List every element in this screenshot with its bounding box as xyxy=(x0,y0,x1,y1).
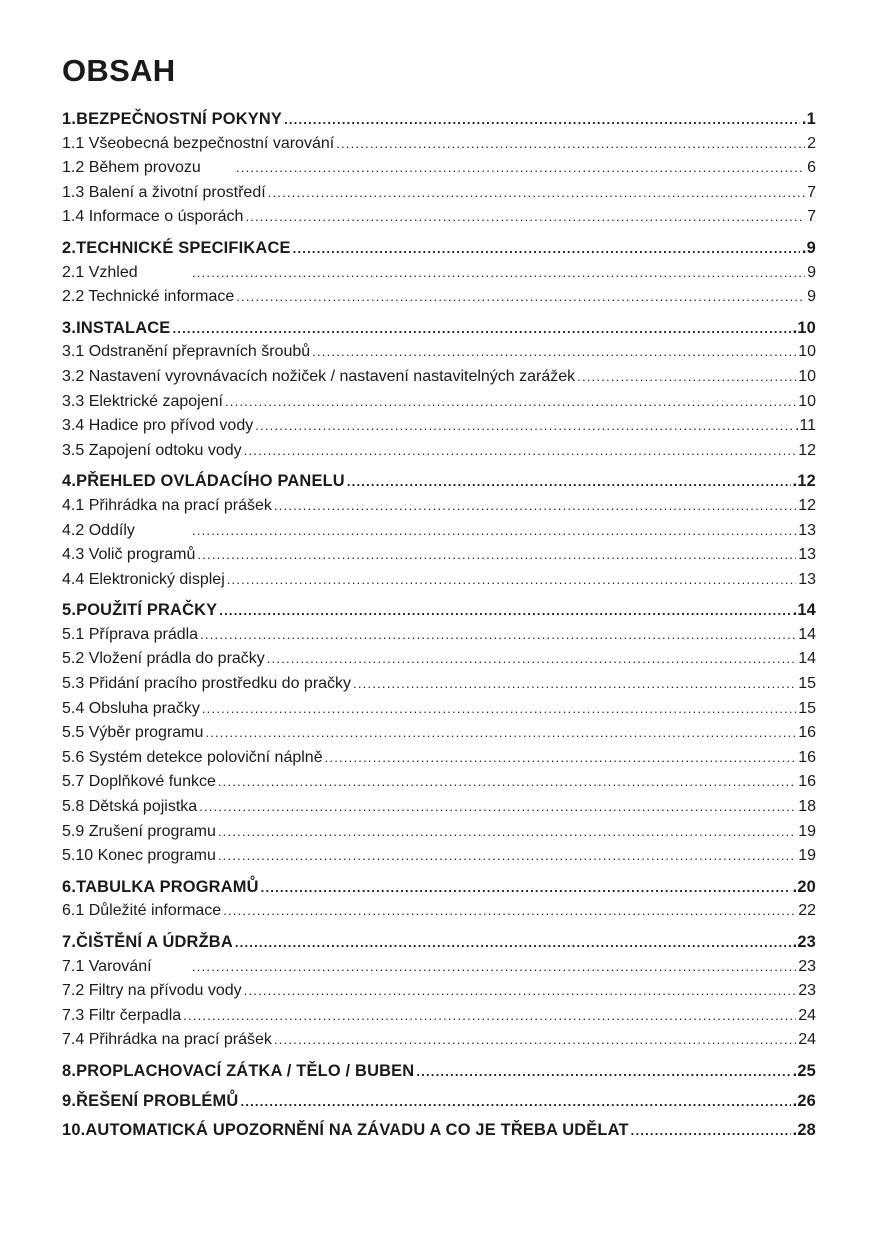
toc-heading[interactable] xyxy=(62,1089,816,1114)
leader-dots xyxy=(284,108,800,133)
leader-dots xyxy=(183,1004,796,1029)
leader-dots xyxy=(192,261,805,286)
toc-entry-title: 5.6 Systém detekce poloviční náplně xyxy=(62,748,323,766)
toc-page-number: 10 xyxy=(798,343,816,361)
toc-entry[interactable] xyxy=(62,414,816,439)
toc-page-number: .26 xyxy=(792,1091,816,1110)
toc-section xyxy=(62,1118,816,1143)
toc-heading-title: 8.PROPLACHOVACÍ ZÁTKA / TĚLO / BUBEN xyxy=(62,1061,415,1080)
toc-section xyxy=(62,469,816,592)
toc-entry-title: 5.7 Doplňkové funkce xyxy=(62,773,216,791)
toc-page-number: .28 xyxy=(792,1121,816,1140)
leader-dots xyxy=(261,876,791,901)
toc-entry-title: 5.4 Obsluha pračky xyxy=(62,699,200,717)
toc-entry-title: 5.1 Příprava prádla xyxy=(62,625,199,643)
toc-page-number: 13 xyxy=(798,570,816,588)
toc-page-number: .23 xyxy=(792,933,816,951)
leader-dots xyxy=(219,599,790,624)
toc-page-number: 16 xyxy=(798,773,816,791)
leader-dots xyxy=(218,820,796,845)
toc-entry-title: 5.2 Vložení prádla do pračky xyxy=(62,650,265,668)
leader-dots xyxy=(353,672,796,697)
leader-dots xyxy=(336,132,805,157)
toc-page-number: 23 xyxy=(798,982,816,1000)
leader-dots xyxy=(416,1060,790,1085)
toc-heading-title: 2.TECHNICKÉ SPECIFIKACE xyxy=(62,238,291,257)
toc-page-number: .25 xyxy=(792,1061,816,1080)
toc-page-number: .12 xyxy=(792,472,816,491)
toc-entry[interactable] xyxy=(62,390,816,415)
toc-page-number: .14 xyxy=(792,601,816,620)
toc-entry[interactable] xyxy=(62,519,816,544)
toc-entry-title: 3.5 Zapojení odtoku vody xyxy=(62,441,242,459)
toc-entry[interactable] xyxy=(62,721,816,746)
toc-entry-title: 4.3 Volič programů xyxy=(62,546,196,564)
toc-entry-title: 3.2 Nastavení vyrovnávacích nožiček / nastavení nastavitelných zarážek xyxy=(62,367,576,385)
toc-entry-title: 7.4 Přihrádka na prací prášek xyxy=(62,1031,272,1049)
leader-dots xyxy=(218,770,796,795)
toc-page-number: 15 xyxy=(798,699,816,717)
toc-heading-title: 10.AUTOMATICKÁ UPOZORNĚNÍ NA ZÁVADU A CO JE TŘEBA UDĚLAT xyxy=(62,1121,629,1140)
leader-dots xyxy=(192,955,796,980)
leader-dots xyxy=(631,1119,791,1144)
leader-dots xyxy=(235,931,791,956)
leader-dots xyxy=(240,1090,790,1115)
toc-heading[interactable] xyxy=(62,107,816,132)
page-title: OBSAH xyxy=(62,53,176,88)
toc-heading[interactable] xyxy=(62,875,816,900)
toc-heading[interactable] xyxy=(62,1118,816,1143)
toc-entry-title: 1.2 Během provozu xyxy=(62,159,201,177)
toc-entry[interactable] xyxy=(62,568,816,593)
toc-entry-title: 3.3 Elektrické zapojení xyxy=(62,392,223,410)
table-of-contents xyxy=(62,52,816,1148)
leader-dots xyxy=(267,647,796,672)
leader-dots xyxy=(218,844,796,869)
toc-entry[interactable] xyxy=(62,439,816,464)
toc-page-number: 19 xyxy=(798,822,816,840)
toc-section xyxy=(62,316,816,464)
toc-entry[interactable] xyxy=(62,697,816,722)
toc-section xyxy=(62,875,816,924)
toc-heading[interactable] xyxy=(62,316,816,341)
toc-entry-title: 7.1 Varování xyxy=(62,957,152,975)
toc-entry[interactable] xyxy=(62,1028,816,1053)
toc-entry[interactable] xyxy=(62,795,816,820)
toc-entry[interactable] xyxy=(62,623,816,648)
toc-entry-title: 4.2 Oddíly xyxy=(62,521,135,539)
toc-entry[interactable] xyxy=(62,181,816,206)
toc-entry-title: 7.3 Filtr čerpadla xyxy=(62,1006,182,1024)
toc-page-number: 22 xyxy=(798,902,816,920)
leader-dots xyxy=(192,519,796,544)
toc-entry-title: 2.1 Vzhled xyxy=(62,263,138,281)
toc-heading-title: 5.POUŽITÍ PRAČKY xyxy=(62,601,218,620)
toc-entry[interactable] xyxy=(62,285,816,310)
toc-entry-title: 5.5 Výběr programu xyxy=(62,724,204,742)
toc-entry[interactable] xyxy=(62,770,816,795)
toc-page-number: .20 xyxy=(792,877,816,896)
leader-dots xyxy=(245,205,805,230)
leader-dots xyxy=(244,979,797,1004)
toc-heading-title: 1.BEZPEČNOSTNÍ POKYNY xyxy=(62,110,283,128)
toc-heading-title: 4.PŘEHLED OVLÁDACÍHO PANELU xyxy=(62,472,345,491)
toc-section xyxy=(62,598,816,869)
leader-dots xyxy=(236,156,805,181)
leader-dots xyxy=(197,543,796,568)
toc-page-number: 2 xyxy=(807,134,816,152)
toc-page-number: 23 xyxy=(798,957,816,975)
toc-page-number: 24 xyxy=(798,1006,816,1024)
toc-page-number: .9 xyxy=(801,238,816,257)
toc-entry-title: 5.10 Konec programu xyxy=(62,847,216,865)
toc-page-number: 6 xyxy=(807,159,816,177)
leader-dots xyxy=(205,721,796,746)
leader-dots xyxy=(325,746,797,771)
toc-page-number: .11 xyxy=(794,417,816,435)
leader-dots xyxy=(577,365,796,390)
leader-dots xyxy=(202,697,796,722)
leader-dots xyxy=(274,1028,796,1053)
toc-page-number: 14 xyxy=(798,650,816,668)
toc-entry-title: 6.1 Důležité informace xyxy=(62,902,222,920)
toc-page-number: 7 xyxy=(807,208,816,226)
toc-heading-title: 9.ŘEŠENÍ PROBLÉMŮ xyxy=(62,1091,239,1110)
toc-entry[interactable] xyxy=(62,820,816,845)
toc-page-number: 10 xyxy=(798,392,816,410)
toc-entry-title: 1.4 Informace o úsporách xyxy=(62,208,244,226)
leader-dots xyxy=(200,623,796,648)
toc-entry[interactable] xyxy=(62,261,816,286)
toc-page-number: 16 xyxy=(798,724,816,742)
toc-page-number: 15 xyxy=(798,675,816,693)
toc-page-number: 13 xyxy=(798,546,816,564)
toc-entry-title: 5.9 Zrušení programu xyxy=(62,822,216,840)
toc-entry-title: 2.2 Technické informace xyxy=(62,288,235,306)
toc-page-number: 19 xyxy=(798,847,816,865)
toc-heading-title: 7.ČIŠTĚNÍ A ÚDRŽBA xyxy=(62,933,233,951)
toc-page-number: 14 xyxy=(798,625,816,643)
leader-dots xyxy=(199,795,796,820)
toc-section xyxy=(62,236,816,310)
toc-entry[interactable] xyxy=(62,340,816,365)
toc-page-number: .10 xyxy=(792,318,816,337)
toc-heading[interactable] xyxy=(62,1059,816,1084)
leader-dots xyxy=(268,181,805,206)
toc-entry-title: 1.3 Balení a životní prostředí xyxy=(62,183,266,201)
leader-dots xyxy=(223,899,796,924)
toc-heading[interactable] xyxy=(62,930,816,955)
toc-entry-title: 4.4 Elektronický displej xyxy=(62,570,225,588)
leader-dots xyxy=(236,285,805,310)
toc-entry[interactable] xyxy=(62,205,816,230)
toc-entry-title: 5.8 Dětská pojistka xyxy=(62,798,198,816)
leader-dots xyxy=(227,568,796,593)
leader-dots xyxy=(293,237,800,262)
toc-page-number: 24 xyxy=(798,1031,816,1049)
toc-entry-title: 1.1 Všeobecná bezpečnostní varování xyxy=(62,134,335,152)
toc-heading[interactable] xyxy=(62,598,816,623)
leader-dots xyxy=(255,414,793,439)
toc-entry-title: 5.3 Přidání pracího prostředku do pračky xyxy=(62,675,352,693)
toc-page-number: 12 xyxy=(798,496,816,514)
toc-entry[interactable] xyxy=(62,494,816,519)
toc-entry[interactable] xyxy=(62,647,816,672)
toc-section xyxy=(62,107,816,230)
toc-page-number: 18 xyxy=(798,798,816,816)
toc-entry[interactable] xyxy=(62,543,816,568)
toc-page-number: 12 xyxy=(798,441,816,459)
toc-entry[interactable] xyxy=(62,746,816,771)
toc-page-number: .1 xyxy=(801,110,816,128)
toc-page-number: 7 xyxy=(807,183,816,201)
toc-heading-title: 6.TABULKA PROGRAMŮ xyxy=(62,877,259,896)
toc-entry-title: 3.1 Odstranění přepravních šroubů xyxy=(62,343,311,361)
toc-entry[interactable] xyxy=(62,672,816,697)
leader-dots xyxy=(312,340,796,365)
toc-entry-title: 4.1 Přihrádka na prací prášek xyxy=(62,496,272,514)
toc-heading-title: 3.INSTALACE xyxy=(62,318,171,337)
leader-dots xyxy=(225,390,796,415)
toc-entry[interactable] xyxy=(62,844,816,869)
leader-dots xyxy=(244,439,797,464)
leader-dots xyxy=(347,470,791,495)
toc-heading[interactable] xyxy=(62,469,816,494)
toc-page-number: 13 xyxy=(798,521,816,539)
leader-dots xyxy=(172,317,790,342)
toc-entry[interactable] xyxy=(62,132,816,157)
toc-page-number: 10 xyxy=(798,367,816,385)
toc-page-number: 9 xyxy=(807,288,816,306)
toc-entry-title: 3.4 Hadice pro přívod vody xyxy=(62,417,254,435)
leader-dots xyxy=(274,494,796,519)
toc-entry[interactable] xyxy=(62,365,816,390)
toc-heading[interactable] xyxy=(62,236,816,261)
toc-section xyxy=(62,930,816,1053)
toc-section xyxy=(62,1059,816,1084)
toc-entry[interactable] xyxy=(62,979,816,1004)
toc-entry[interactable] xyxy=(62,156,816,181)
toc-entry[interactable] xyxy=(62,955,816,980)
toc-section xyxy=(62,1089,816,1114)
toc-entry[interactable] xyxy=(62,1004,816,1029)
toc-entry[interactable] xyxy=(62,899,816,924)
toc-page-number: 16 xyxy=(798,748,816,766)
toc-page-number: 9 xyxy=(807,263,816,281)
toc-entry-title: 7.2 Filtry na přívodu vody xyxy=(62,982,242,1000)
